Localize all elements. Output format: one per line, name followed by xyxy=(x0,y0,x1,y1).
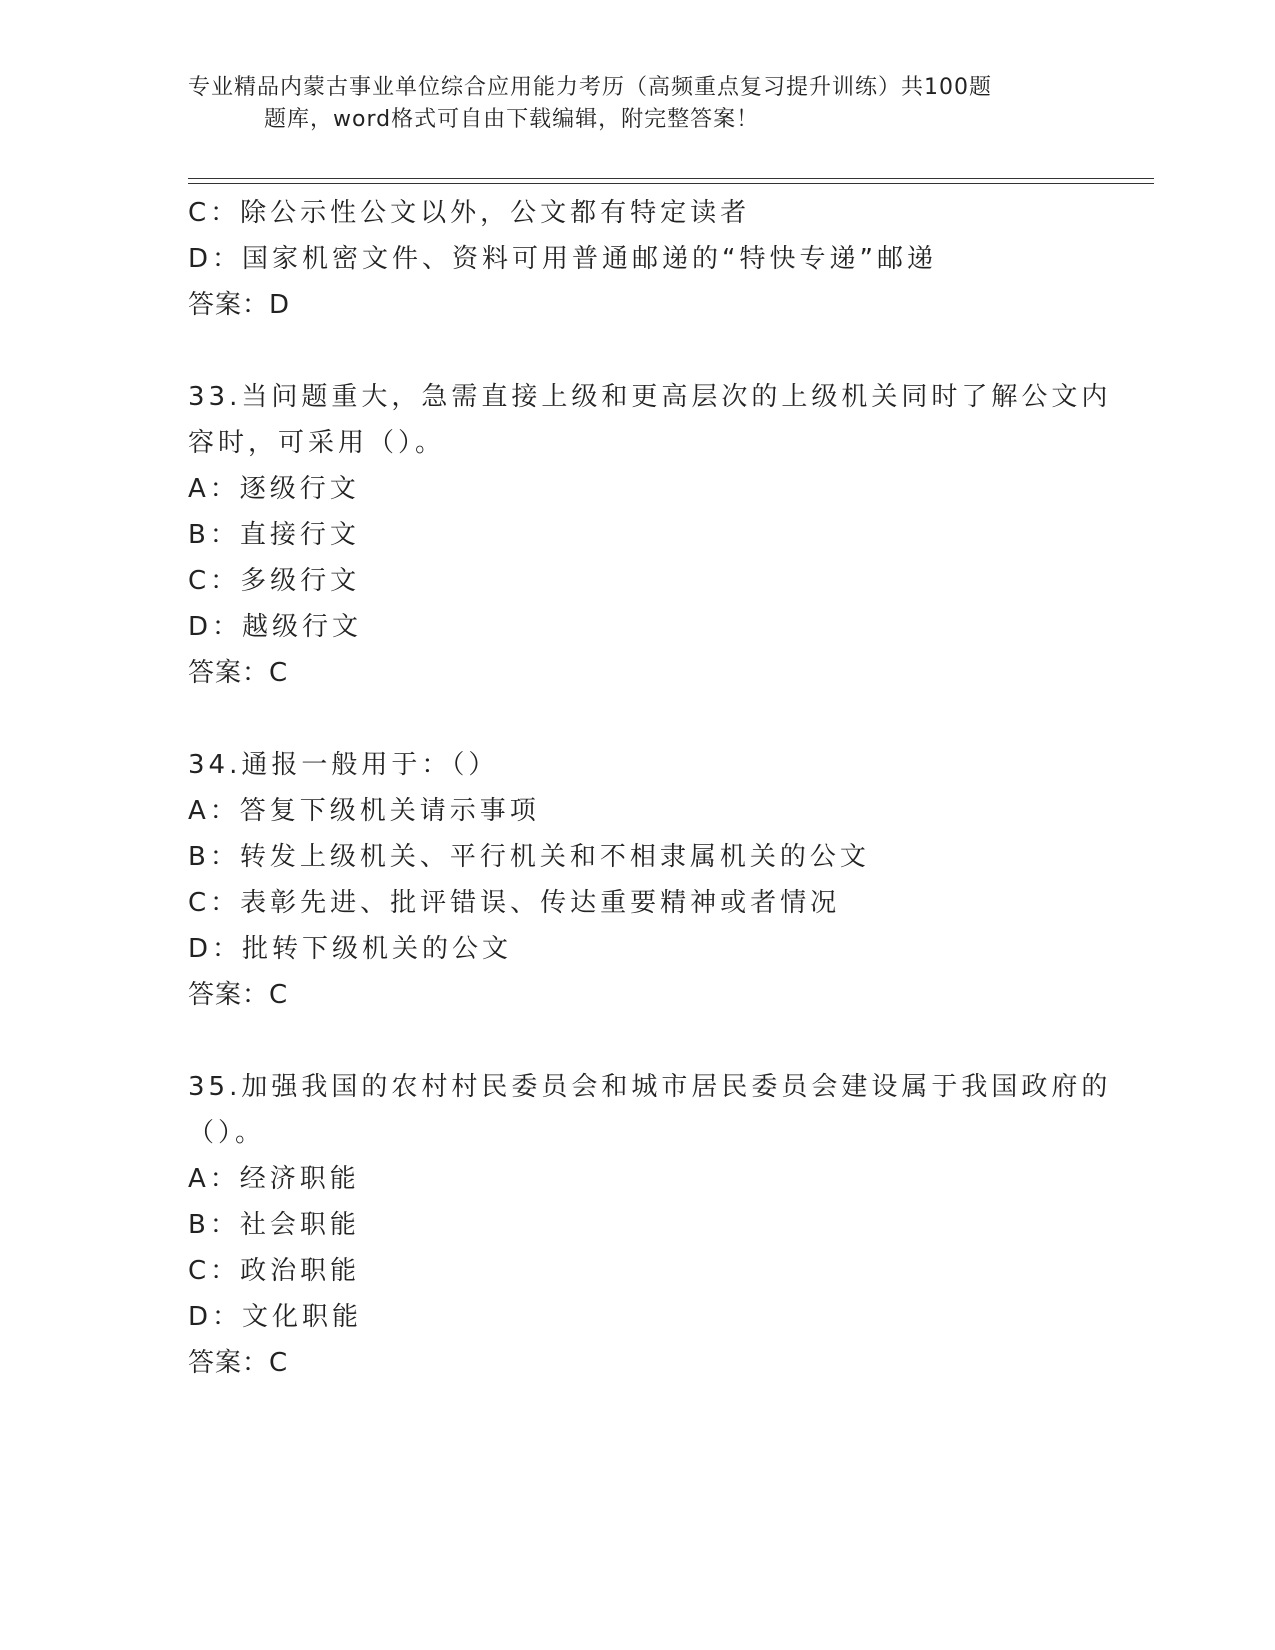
answer-text: 答案：D xyxy=(188,290,291,320)
option-a: A：逐级行文 xyxy=(188,474,360,504)
option-b: B：社会职能 xyxy=(188,1210,360,1240)
question-35 xyxy=(188,1064,1112,1386)
question-34 xyxy=(188,742,1088,1018)
option-c: C：除公示性公文以外，公文都有特定读者 xyxy=(188,198,751,228)
spacer xyxy=(188,1018,1088,1064)
header-divider-bottom xyxy=(188,183,1154,184)
question-list xyxy=(188,190,1112,1386)
option-d: D：国家机密文件、资料可用普通邮递的“特快专递”邮递 xyxy=(188,244,937,274)
option-c: C：政治职能 xyxy=(188,1256,361,1286)
answer-text: 答案：C xyxy=(188,658,289,688)
option-c: C：多级行文 xyxy=(188,566,361,596)
question-stem: 35.加强我国的农村村民委员会和城市居民委员会建设属于我国政府的 xyxy=(188,1072,1112,1102)
question-stem: 34.通报一般用于：（） xyxy=(188,750,499,780)
header-title-line1: 专业精品内蒙古事业单位综合应用能力考历（高频重点复习提升训练）共100题 xyxy=(188,75,992,100)
document-header xyxy=(188,72,1068,136)
option-b: B：转发上级机关、平行机关和不相隶属机关的公文 xyxy=(188,842,870,872)
answer-text: 答案：C xyxy=(188,980,289,1010)
answer-text: 答案：C xyxy=(188,1348,289,1378)
spacer xyxy=(188,328,1088,374)
option-d: D：批转下级机关的公文 xyxy=(188,934,513,964)
question-33 xyxy=(188,374,1112,696)
question-stem-continued: 容时，可采用（）。 xyxy=(188,428,446,458)
option-a: A：答复下级机关请示事项 xyxy=(188,796,540,826)
option-c: C：表彰先进、批评错误、传达重要精神或者情况 xyxy=(188,888,841,918)
header-divider-top xyxy=(188,178,1154,179)
option-b: B：直接行文 xyxy=(188,520,360,550)
question-32-tail xyxy=(188,190,1088,328)
header-title-line2: 题库，word格式可自由下载编辑，附完整答案！ xyxy=(264,107,760,132)
option-a: A：经济职能 xyxy=(188,1164,360,1194)
question-stem-continued: （）。 xyxy=(188,1118,266,1148)
question-stem: 33.当问题重大，急需直接上级和更高层次的上级机关同时了解公文内 xyxy=(188,382,1112,412)
spacer xyxy=(188,696,1088,742)
option-d: D：越级行文 xyxy=(188,612,363,642)
option-d: D：文化职能 xyxy=(188,1302,363,1332)
